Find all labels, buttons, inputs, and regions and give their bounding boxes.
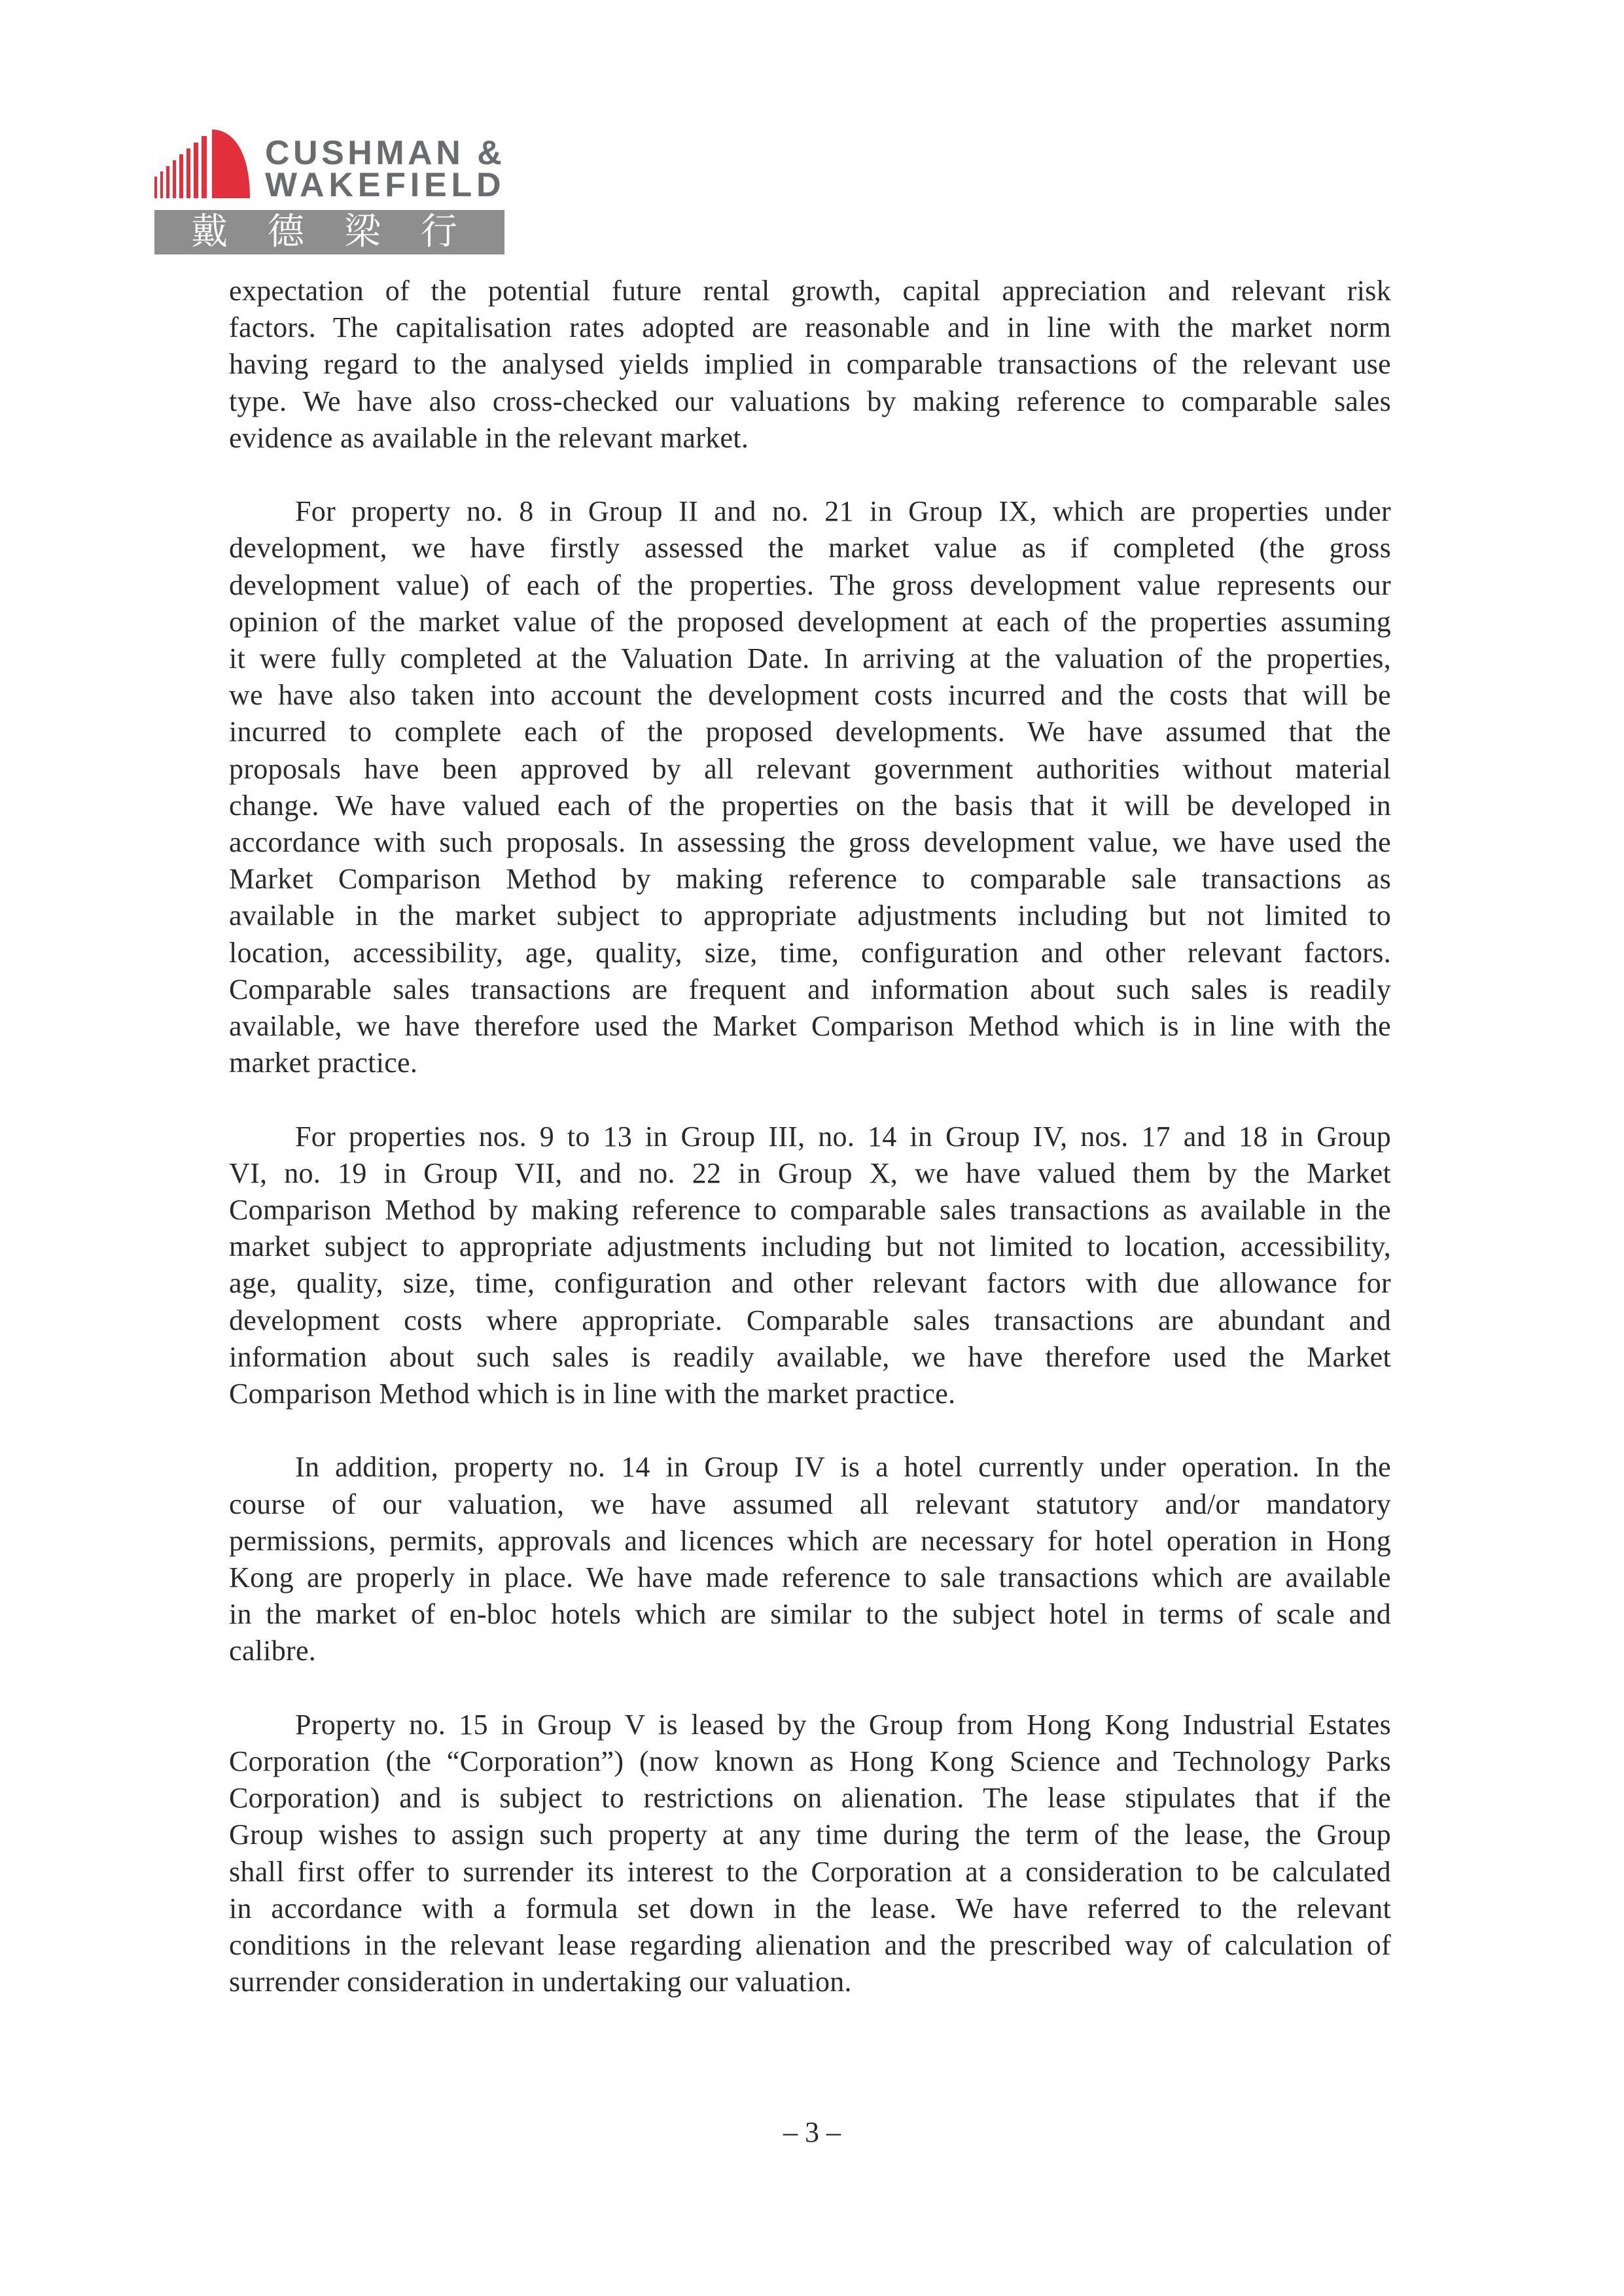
text-line: course of our valuation, we have assumed all relevant statutory and/or mandatory (229, 1487, 1391, 1520)
page-number: – 3 – (783, 2116, 841, 2148)
text-line: Comparison Method by making reference to comparable sales transactions as available in the (229, 1194, 1391, 1226)
text-line: evidence as available in the relevant market. (229, 421, 749, 454)
text-line: market practice. (229, 1047, 418, 1079)
text-line: development value) of each of the properties. The gross development value represents our (229, 568, 1391, 601)
text-line: in the market of en-bloc hotels which are similar to the subject hotel in terms of scale and (229, 1598, 1391, 1631)
logo-chinese-bar (154, 210, 504, 254)
text-line: Comparison Method which is in line with the market practice. (229, 1378, 956, 1410)
logo-chinese-name: 戴德梁行 (191, 211, 497, 253)
text-line: information about such sales is readily available, we have therefore used the Market (229, 1340, 1391, 1373)
text-line: expectation of the potential future rental growth, capital appreciation and relevant risk (229, 275, 1391, 307)
text-line: For property no. 8 in Group II and no. 21 in Group IX, which are properties under (295, 495, 1391, 528)
text-line: proposals have been approved by all relevant government authorities without material (229, 752, 1391, 785)
text-line: Corporation (the “Corporation”) (now known as Hong Kong Science and Technology Parks (229, 1745, 1391, 1778)
text-line: calibre. (229, 1635, 317, 1667)
logo-bar (202, 136, 207, 198)
text-line: market subject to appropriate adjustments including but not limited to location, accessibility, (229, 1230, 1391, 1263)
text-line: Property no. 15 in Group V is leased by the Group from Hong Kong Industrial Estates (295, 1708, 1391, 1741)
text-line: shall first offer to surrender its interest to the Corporation at a consideration to be calculated (229, 1855, 1391, 1888)
logo-line-2: WAKEFIELD (265, 166, 506, 204)
cushman-wakefield-bars-icon (154, 130, 250, 198)
text-line: it were fully completed at the Valuation Date. In arriving at the valuation of the properties, (229, 642, 1391, 675)
text-line: Group wishes to assign such property at any time during the term of the lease, the Group (229, 1818, 1391, 1851)
text-line: in accordance with a formula set down in the lease. We have referred to the relevant (229, 1892, 1391, 1924)
text-line: For properties nos. 9 to 13 in Group III, no. 14 in Group IV, nos. 17 and 18 in Group (295, 1120, 1391, 1153)
text-line: development costs where appropriate. Comparable sales transactions are abundant and (229, 1304, 1391, 1336)
logo-bar (160, 171, 163, 198)
text-line: location, accessibility, age, quality, size, time, configuration and other relevant factors. (229, 936, 1391, 969)
text-line: VI, no. 19 in Group VII, and no. 22 in Group X, we have valued them by the Market (229, 1157, 1391, 1189)
text-line: having regard to the analysed yields implied in comparable transactions of the relevant use (229, 348, 1391, 381)
logo-bar (186, 148, 190, 198)
text-line: available in the market subject to appropriate adjustments including but not limited to (229, 899, 1391, 932)
logo-bar (179, 154, 183, 198)
text-line: development, we have firstly assessed the market value as if completed (the gross (229, 532, 1391, 565)
text-line: Corporation) and is subject to restrictions on alienation. The lease stipulates that if the (229, 1782, 1391, 1815)
text-line: surrender consideration in undertaking our valuation. (229, 1966, 852, 1998)
logo-bar (166, 166, 169, 198)
logo-sail (212, 130, 250, 198)
paragraph (229, 1449, 1391, 1669)
text-line: accordance with such proposals. In assessing the gross development value, we have used the (229, 826, 1391, 859)
text-line: Market Comparison Method by making reference to comparable sale transactions as (229, 863, 1391, 896)
text-line: Comparable sales transactions are frequent and information about such sales is readily (229, 973, 1391, 1005)
logo-bar (154, 177, 157, 198)
text-line: permissions, permits, approvals and licences which are necessary for hotel operation in Hong (229, 1524, 1391, 1557)
logo-bar (173, 160, 176, 198)
text-line: factors. The capitalisation rates adopted are reasonable and in line with the market norm (229, 311, 1391, 344)
logo-bar (194, 143, 198, 198)
text-line: change. We have valued each of the properties on the basis that it will be developed in (229, 789, 1391, 822)
paragraph (229, 493, 1391, 1081)
text-line: age, quality, size, time, configuration and other relevant factors with due allowance for (229, 1267, 1391, 1300)
document-body (229, 273, 1391, 2000)
text-line: Kong are properly in place. We have made reference to sale transactions which are available (229, 1561, 1391, 1594)
paragraph (229, 1707, 1391, 2001)
text-line: we have also taken into account the development costs incurred and the costs that will be (229, 679, 1391, 712)
text-line: available, we have therefore used the Market Comparison Method which is in line with the (229, 1010, 1391, 1043)
paragraph (229, 273, 1391, 457)
logo-line-1: CUSHMAN & (265, 134, 506, 172)
text-line: conditions in the relevant lease regarding alienation and the prescribed way of calculation of (229, 1929, 1391, 1962)
text-line: incurred to complete each of the proposed developments. We have assumed that the (229, 716, 1391, 748)
company-logo-wordmark (265, 134, 506, 204)
text-line: opinion of the market value of the proposed development at each of the properties assuming (229, 605, 1391, 638)
text-line: In addition, property no. 14 in Group IV is a hotel currently under operation. In the (295, 1451, 1391, 1484)
paragraph (229, 1119, 1391, 1413)
text-line: type. We have also cross-checked our valuations by making reference to comparable sales (229, 385, 1391, 417)
